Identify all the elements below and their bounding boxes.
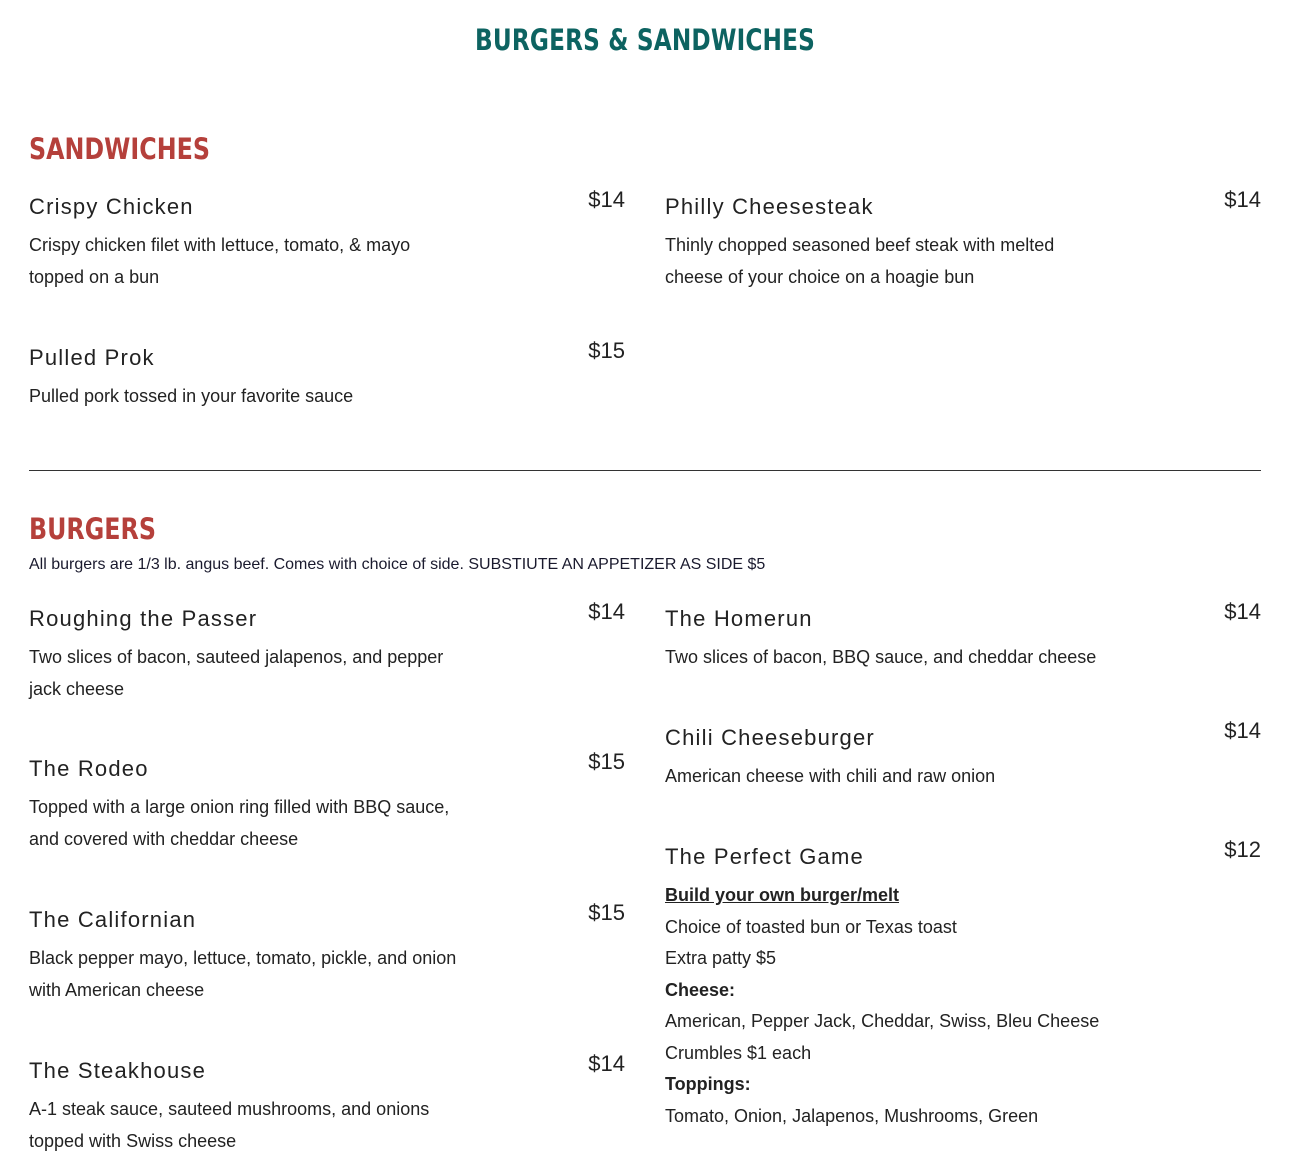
item-name: The Perfect Game (665, 844, 864, 869)
menu-item-the-perfect-game (665, 837, 1261, 1132)
menu-item-pulled-prok (29, 338, 625, 413)
item-description: Pulled pork tossed in your favorite sauce (29, 386, 354, 406)
item-price: $14 (1224, 187, 1261, 212)
item-description: Two slices of bacon, BBQ sauce, and cheddar cheese (665, 647, 1097, 667)
item-description: Topped with a large onion ring filled with BBQ sauce, and covered with cheddar cheese (29, 797, 450, 849)
build-your-own-heading: Build your own burger/melt (665, 885, 900, 905)
menu-item-the-homerun (665, 599, 1261, 674)
burgers-note: All burgers are 1/3 lb. angus beef. Comes with choice of side. SUBSTIUTE AN APPETIZER AS SIDE $5 (29, 556, 766, 573)
item-name: Chili Cheeseburger (665, 725, 875, 750)
menu-item-chili-cheeseburger (665, 718, 1261, 793)
sandwiches-section-title: SANDWICHES (29, 132, 210, 166)
menu-item-crispy-chicken (29, 187, 625, 293)
item-price: $12 (1224, 837, 1261, 862)
item-price: $15 (588, 749, 625, 774)
item-name: The Rodeo (29, 756, 149, 781)
item-name: Crispy Chicken (29, 194, 194, 219)
item-price: $14 (588, 1051, 625, 1076)
toppings-options: Tomato, Onion, Jalapenos, Mushrooms, Green (665, 1105, 1039, 1126)
item-price: $14 (588, 187, 625, 212)
item-description: Crispy chicken filet with lettuce, tomato, & mayo topped on a bun (29, 235, 411, 287)
item-name: The Homerun (665, 606, 813, 631)
item-description (665, 880, 1110, 1132)
item-price: $15 (588, 900, 625, 925)
item-description: A-1 steak sauce, sauteed mushrooms, and onions topped with Swiss cheese (29, 1099, 430, 1151)
menu-item-roughing-the-passer (29, 599, 625, 705)
item-price: $14 (588, 599, 625, 624)
item-name: Philly Cheesesteak (665, 194, 874, 219)
menu-item-philly-cheesesteak (665, 187, 1261, 293)
extra-patty: Extra patty $5 (665, 948, 777, 968)
item-description: Black pepper mayo, lettuce, tomato, pickle, and onion with American cheese (29, 948, 457, 1000)
item-description: American cheese with chili and raw onion (665, 766, 996, 786)
item-description: Thinly chopped seasoned beef steak with melted cheese of your choice on a hoagie bun (665, 235, 1055, 287)
menu-item-the-californian (29, 900, 625, 1006)
toppings-label: Toppings: (665, 1074, 751, 1094)
page-title: BURGERS & SANDWICHES (475, 23, 815, 57)
item-name: The Steakhouse (29, 1058, 207, 1083)
bun-option: Choice of toasted bun or Texas toast (665, 916, 957, 937)
item-name: The Californian (29, 907, 197, 932)
item-price: $15 (588, 338, 625, 363)
item-price: $14 (1224, 718, 1261, 743)
cheese-label: Cheese: (665, 979, 736, 1000)
cheese-options: American, Pepper Jack, Cheddar, Swiss, Bleu Cheese Crumbles $1 each (665, 1011, 1100, 1063)
item-price: $14 (1224, 599, 1261, 624)
item-description: Two slices of bacon, sauteed jalapenos, and pepper jack cheese (29, 647, 444, 699)
section-divider (29, 470, 1261, 471)
item-name: Roughing the Passer (29, 606, 258, 631)
burgers-section-title: BURGERS (29, 512, 156, 546)
item-name: Pulled Prok (29, 345, 155, 370)
menu-item-the-rodeo (29, 749, 625, 855)
menu-item-the-steakhouse (29, 1051, 625, 1157)
